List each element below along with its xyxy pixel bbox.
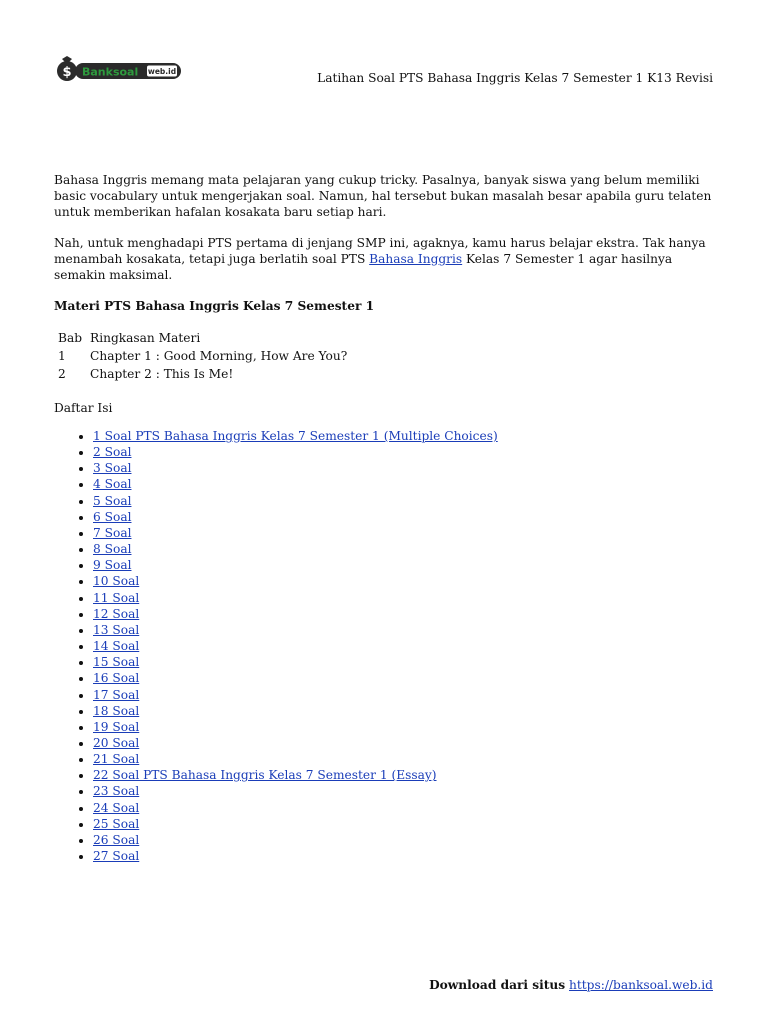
toc-title: Daftar Isi — [54, 401, 113, 415]
list-item — [93, 444, 714, 460]
list-item — [93, 800, 714, 816]
list-item — [93, 848, 714, 864]
list-item — [93, 735, 714, 751]
logo-badge: web.id — [147, 67, 177, 76]
toc-link[interactable]: 17 Soal — [93, 687, 140, 702]
col-bab-header: Bab — [58, 331, 83, 345]
svg-text:$: $ — [62, 65, 72, 80]
toc-link[interactable]: 13 Soal — [93, 622, 140, 637]
toc-link[interactable]: 12 Soal — [93, 606, 140, 621]
bab-cell: 1 — [58, 349, 66, 363]
toc-link[interactable]: 20 Soal — [93, 735, 140, 750]
list-item — [93, 654, 714, 670]
toc-link[interactable]: 23 Soal — [93, 784, 140, 799]
intro-paragraph-2-before: Nah, untuk menghadapi PTS pertama di jenjang SMP ini, agaknya, kamu harus belajar ekstra. Tak hanya menambah kosakata, tetapi juga berlatih soal PTS — [54, 236, 706, 266]
list-item — [93, 509, 714, 525]
money-bag-icon — [57, 56, 77, 81]
table-header-row — [54, 330, 351, 348]
ringkasan-cell: Chapter 2 : This Is Me! — [90, 367, 234, 381]
list-item — [93, 493, 714, 509]
toc-link[interactable]: 15 Soal — [93, 655, 140, 670]
toc-link[interactable]: 25 Soal — [93, 816, 140, 831]
toc-link[interactable]: 4 Soal — [93, 477, 132, 492]
toc-link[interactable]: 8 Soal — [93, 542, 132, 557]
toc-link[interactable]: 19 Soal — [93, 719, 140, 734]
list-item — [93, 719, 714, 735]
list-item — [93, 460, 714, 476]
list-item — [93, 525, 714, 541]
toc-link[interactable]: 11 Soal — [93, 590, 140, 605]
list-item — [93, 557, 714, 573]
footer — [429, 977, 713, 993]
materi-heading: Materi PTS Bahasa Inggris Kelas 7 Semester 1 — [54, 299, 375, 313]
footer-label: Download dari situs — [429, 978, 566, 992]
bahasa-inggris-link[interactable]: Bahasa Inggris — [369, 252, 463, 266]
intro-paragraph-1: Bahasa Inggris memang mata pelajaran yang cukup tricky. Pasalnya, banyak siswa yang belum memiliki basic vocabulary untuk mengerjakan soal. Namun, hal tersebut bukan masalah besar apabila guru telaten untuk memberikan hafalan kosakata baru setiap hari. — [54, 173, 712, 219]
table-row — [54, 348, 351, 366]
ringkasan-cell: Chapter 1 : Good Morning, How Are You? — [90, 349, 348, 363]
toc-link[interactable]: 14 Soal — [93, 639, 140, 654]
list-item — [93, 590, 714, 606]
list-item — [93, 541, 714, 557]
list-item — [93, 816, 714, 832]
list-item — [93, 573, 714, 589]
col-ringkasan-header: Ringkasan Materi — [90, 331, 201, 345]
toc-link[interactable]: 18 Soal — [93, 703, 140, 718]
toc-link[interactable]: 9 Soal — [93, 558, 132, 573]
toc-link[interactable]: 26 Soal — [93, 832, 140, 847]
list-item — [93, 428, 714, 444]
list-item — [93, 670, 714, 686]
toc-link[interactable]: 1 Soal PTS Bahasa Inggris Kelas 7 Semester 1 (Multiple Choices) — [93, 429, 498, 443]
list-item — [93, 751, 714, 767]
toc-link[interactable]: 10 Soal — [93, 574, 140, 589]
bab-cell: 2 — [58, 367, 66, 381]
list-item — [93, 767, 714, 783]
list-item — [93, 703, 714, 719]
toc-link[interactable]: 21 Soal — [93, 752, 140, 767]
toc-link[interactable]: 16 Soal — [93, 671, 140, 686]
materi-table — [54, 330, 351, 384]
toc-link[interactable]: 22 Soal PTS Bahasa Inggris Kelas 7 Semester 1 (Essay) — [93, 768, 437, 783]
toc-link[interactable]: 27 Soal — [93, 849, 140, 864]
list-item — [93, 687, 714, 703]
toc-link[interactable]: 7 Soal — [93, 525, 132, 540]
toc-link[interactable]: 3 Soal — [93, 461, 132, 476]
table-row — [54, 366, 351, 384]
table-of-contents — [54, 428, 714, 864]
list-item — [93, 476, 714, 492]
toc-link[interactable]: 5 Soal — [93, 493, 132, 508]
document-title: Latihan Soal PTS Bahasa Inggris Kelas 7 Semester 1 K13 Revisi — [317, 71, 713, 85]
list-item — [93, 606, 714, 622]
list-item — [93, 622, 714, 638]
list-item — [93, 638, 714, 654]
toc-link[interactable]: 24 Soal — [93, 800, 140, 815]
list-item — [93, 832, 714, 848]
toc-link[interactable]: 2 Soal — [93, 445, 132, 460]
banksoal-logo[interactable] — [55, 55, 183, 82]
article-body — [54, 172, 714, 864]
logo-name: Banksoal — [82, 65, 139, 79]
list-item — [93, 783, 714, 799]
intro-paragraph-2-after: Kelas 7 Semester 1 agar hasilnya semakin maksimal. — [54, 252, 673, 282]
toc-link[interactable]: 6 Soal — [93, 509, 132, 524]
footer-site-link[interactable]: https://banksoal.web.id — [569, 978, 713, 992]
intro-paragraph-2 — [54, 235, 714, 283]
